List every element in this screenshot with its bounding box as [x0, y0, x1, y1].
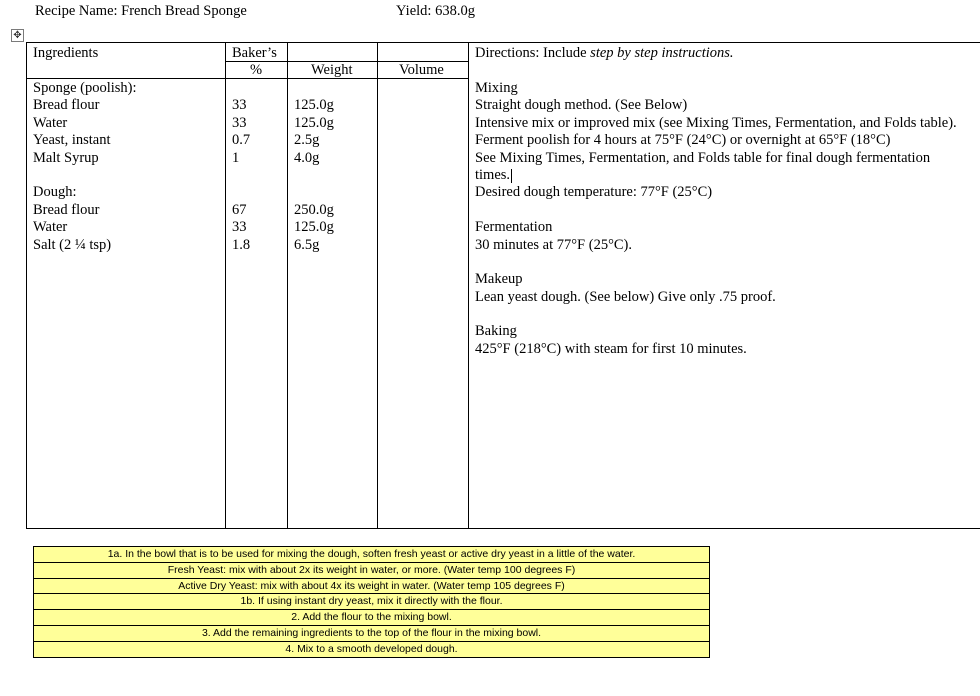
ingredient-name: Malt Syrup [33, 149, 99, 166]
direction-line: Straight dough method. (See Below) [475, 97, 688, 114]
direction-line: times. [475, 166, 511, 183]
direction-line: Desired dough temperature: 77°F (25°C) [475, 184, 713, 201]
ingredient-weight: 2.5g [294, 132, 320, 149]
recipe-yield: Yield: 638.0g [396, 3, 475, 19]
ingredient-percentages [232, 80, 250, 254]
ingredient-percent [232, 167, 250, 184]
direction-line [475, 202, 957, 219]
table-move-handle-icon[interactable]: ✥ [11, 29, 24, 42]
directions-text [475, 80, 957, 358]
mixing-steps-box [33, 546, 710, 658]
ingredient-percent: 1.8 [232, 236, 251, 253]
mixing-step: 1b. If using instant dry yeast, mix it directly with the flour. [34, 594, 709, 610]
col-header-volume: Volume [399, 62, 444, 78]
col-divider [377, 42, 378, 529]
direction-line [475, 254, 957, 271]
ingredient-name: Sponge (poolish): [33, 80, 137, 96]
ingredient-percent: 33 [232, 219, 247, 236]
ingredient-weight: 125.0g [294, 97, 334, 114]
text-cursor [511, 169, 512, 183]
mixing-step: 1a. In the bowl that is to be used for mixing the dough, soften fresh yeast or active dry yeast in a little of the water. [34, 547, 709, 563]
direction-line: Ferment poolish for 4 hours at 75°F (24°C) or overnight at 65°F (18°C) [475, 132, 891, 149]
col-header-bakers: Baker’s [232, 45, 277, 61]
mixing-step: 3. Add the remaining ingredients to the top of the flour in the mixing bowl. [34, 626, 709, 642]
direction-line: Mixing [475, 80, 518, 96]
ingredient-percent: 33 [232, 114, 247, 131]
ingredient-name: Bread flour [33, 201, 100, 218]
mixing-step: Fresh Yeast: mix with about 2x its weight in water, or more. (Water temp 100 degrees F) [34, 563, 709, 579]
col-header-weight: Weight [311, 62, 353, 78]
ingredient-name: Salt (2 ¼ tsp) [33, 236, 112, 253]
direction-line: Lean yeast dough. (See below) Give only .75 proof. [475, 288, 776, 305]
ingredient-percent [232, 80, 250, 97]
ingredient-weight [294, 184, 334, 201]
ingredient-percent [232, 184, 250, 201]
ingredient-name: Dough: [33, 184, 77, 201]
ingredient-percent: 0.7 [232, 132, 251, 149]
col-divider [468, 42, 469, 529]
ingredient-weight: 250.0g [294, 201, 334, 218]
mixing-step: Active Dry Yeast: mix with about 4x its weight in water. (Water temp 105 degrees F) [34, 579, 709, 595]
mixing-step: 2. Add the flour to the mixing bowl. [34, 610, 709, 626]
direction-line: Makeup [475, 271, 523, 288]
direction-line: Intensive mix or improved mix (see Mixing Times, Fermentation, and Folds table). [475, 114, 957, 131]
col-divider [225, 42, 226, 529]
direction-line: Fermentation [475, 219, 553, 236]
direction-line: Baking [475, 323, 517, 340]
ingredient-weight: 125.0g [294, 114, 334, 131]
recipe-name: Recipe Name: French Bread Sponge [35, 3, 247, 19]
ingredient-names [33, 80, 137, 254]
ingredient-name: Yeast, instant [33, 132, 111, 149]
ingredient-name: Bread flour [33, 97, 100, 114]
ingredient-weights [294, 80, 334, 254]
col-divider [287, 42, 288, 529]
ingredient-percent: 33 [232, 97, 247, 114]
ingredient-name: Water [33, 114, 68, 131]
direction-line [475, 306, 957, 323]
direction-line: See Mixing Times, Fermentation, and Folds table for final dough fermentation [475, 149, 931, 166]
direction-line: 425°F (218°C) with steam for first 10 minutes. [475, 340, 747, 357]
ingredient-name [33, 167, 137, 184]
mixing-step: 4. Mix to a smooth developed dough. [285, 642, 458, 655]
ingredient-weight: 4.0g [294, 149, 320, 166]
ingredient-percent: 1 [232, 149, 240, 166]
ingredient-name: Water [33, 219, 68, 236]
ingredient-weight [294, 167, 334, 184]
col-header-directions: Directions: Include step by step instructions. [475, 45, 734, 61]
ingredient-weight [294, 80, 334, 97]
ingredient-weight: 125.0g [294, 219, 334, 236]
ingredient-percent: 67 [232, 201, 247, 218]
ingredient-weight: 6.5g [294, 236, 320, 253]
direction-line: 30 minutes at 77°F (25°C). [475, 236, 632, 253]
col-header-percent: % [250, 62, 263, 78]
col-header-ingredients: Ingredients [33, 45, 99, 61]
